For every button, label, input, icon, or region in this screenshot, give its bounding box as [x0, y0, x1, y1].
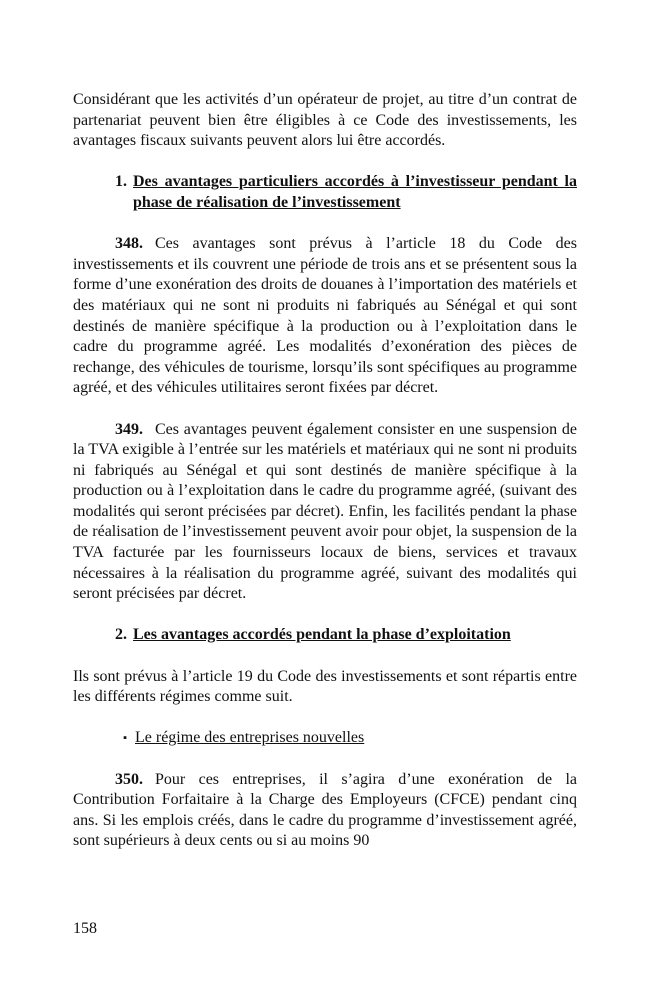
page-body	[73, 90, 577, 852]
heading-text: Les avantages accordés pendant la phase d’exploitation	[133, 626, 511, 644]
paragraph-number: 348.	[115, 235, 143, 253]
paragraph-349	[73, 420, 577, 605]
heading-number: 1.	[115, 173, 127, 191]
paragraph-350	[73, 770, 577, 852]
paragraph-number: 350.	[115, 770, 143, 788]
section-heading-2	[73, 625, 577, 646]
paragraph-348	[73, 234, 577, 399]
paragraph-text: Ces avantages sont prévus à l’article 18 du Code des investissements et ils couvrent une période de trois ans et se présentent sous la forme d’une exonération des droits de douanes à l’importation des matériels et des matériaux qui ne sont ni produits ni fabriqués au Sénégal et qui sont destinés de manière spécifique à la production ou à l’exploitation dans le cadre du programme agréé. Les modalités d’exonération des pièces de rechange, des véhicules de tourisme, lorsqu’ils sont spécifiques au programme agréé, et des véhicules utilitaires seront fixées par décret.	[73, 235, 577, 397]
paragraph-text: Pour ces entreprises, il s’agira d’une exonération de la Contribution Forfaitaire à la Charge des Employeurs (CFCE) pendant cinq ans. Si les emplois créés, dans le cadre du programme d’investissement agréé, sont supérieurs à deux cents ou si au moins 90	[73, 770, 577, 850]
intro-paragraph: Considérant que les activités d’un opérateur de projet, au titre d’un contrat de partenariat peuvent bien être éligibles à ce Code des investissements, les avantages fiscaux suivants peuvent alors lui être accordés.	[73, 91, 577, 150]
paragraph-text: Ces avantages peuvent également consister en une suspension de la TVA exigible à l’entrée sur les matériels et matériaux qui ne sont ni produits ni fabriqués au Sénégal et qui sont destinés de manière spécifique à la production ou à l’exploitation dans le cadre du programme agréé, (suivant des modalités qui seront précisées par décret). Enfin, les facilités pendant la phase de réalisation de l’investissement peuvent avoir pour objet, la suspension de la TVA facturée par les fournisseurs locaux de biens, services et travaux nécessaires à la réalisation du programme agréé, suivant des modalités qui seront précisées par décret.	[73, 420, 577, 603]
square-bullet-icon: ▪	[123, 732, 127, 745]
paragraph-number: 349.	[115, 420, 143, 438]
heading-number: 2.	[115, 626, 127, 644]
bullet-item	[73, 728, 577, 749]
regimes-paragraph: Ils sont prévus à l’article 19 du Code des investissements et sont répartis entre les différents régimes comme suit.	[73, 667, 577, 706]
page-number: 158	[73, 920, 97, 937]
heading-text: Des avantages particuliers accordés à l’investisseur pendant la phase de réalisation de l’investissement	[133, 173, 577, 211]
bullet-text: Le régime des entreprises nouvelles	[135, 729, 365, 747]
section-heading-1	[73, 172, 577, 213]
